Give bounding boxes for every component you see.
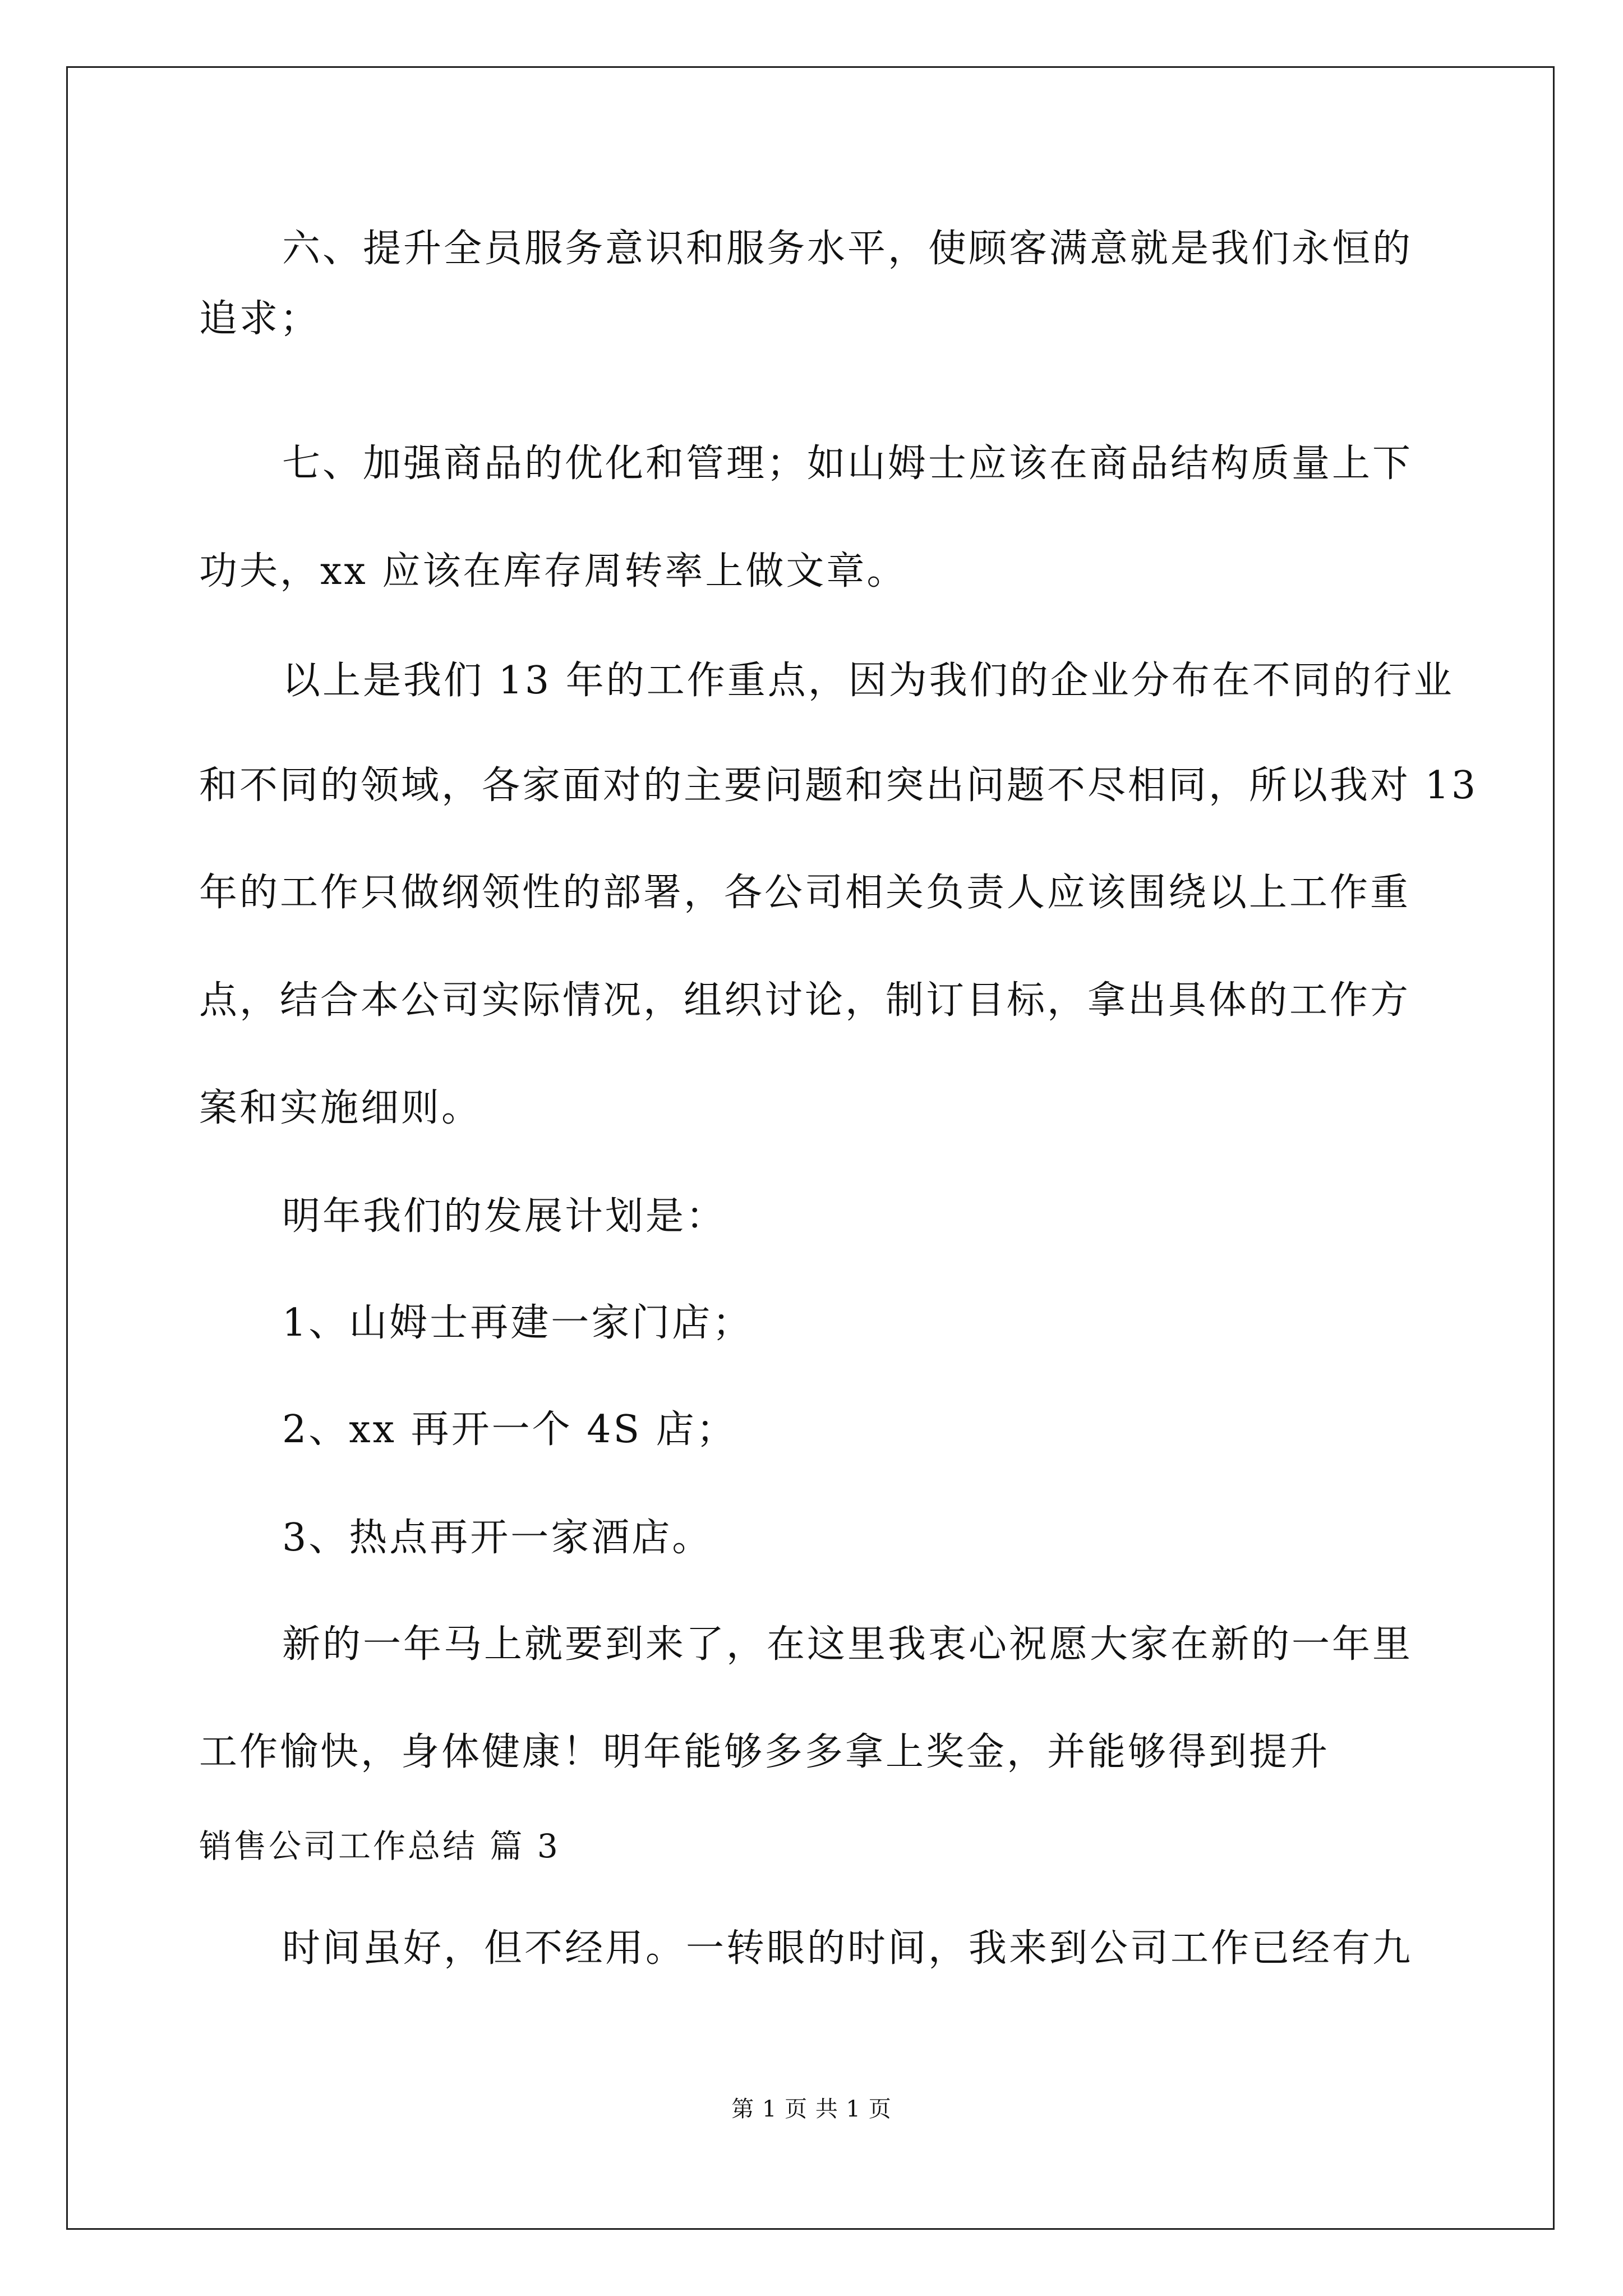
text-line: 年的工作只做纲领性的部署，各公司相关负责人应该围绕以上工作重 bbox=[199, 871, 1411, 915]
text-line: 追求； bbox=[199, 297, 321, 341]
text-line: 时间虽好，但不经用。一转眼的时间，我来到公司工作已经有九 bbox=[282, 1926, 1413, 1971]
text-line: 案和实施细则。 bbox=[199, 1086, 482, 1130]
text-line: 七、加强商品的优化和管理；如山姆士应该在商品结构质量上下 bbox=[282, 441, 1413, 486]
text-line: 以上是我们 13 年的工作重点，因为我们的企业分布在不同的行业 bbox=[282, 659, 1454, 703]
section-heading: 销售公司工作总结 篇 3 bbox=[199, 1827, 560, 1865]
text-line: 3、热点再开一家酒店。 bbox=[282, 1516, 713, 1560]
text-line: 明年我们的发展计划是： bbox=[282, 1194, 727, 1239]
text-line: 2、xx 再开一个 4S 店； bbox=[282, 1407, 737, 1452]
text-line: 工作愉快，身体健康！明年能够多多拿上奖金，并能够得到提升 bbox=[199, 1730, 1330, 1774]
text-line: 功夫，xx 应该在库存周转率上做文章。 bbox=[199, 549, 907, 593]
text-line: 六、提升全员服务意识和服务水平，使顾客满意就是我们永恒的 bbox=[282, 227, 1413, 271]
text-line: 点，结合本公司实际情况，组织讨论，制订目标，拿出具体的工作方 bbox=[199, 978, 1411, 1023]
text-line: 新的一年马上就要到来了，在这里我衷心祝愿大家在新的一年里 bbox=[282, 1622, 1413, 1667]
text-line: 1、山姆士再建一家门店； bbox=[282, 1301, 753, 1345]
page-border bbox=[66, 66, 1555, 2230]
text-line: 和不同的领域，各家面对的主要问题和突出问题不尽相同，所以我对 13 bbox=[199, 763, 1478, 808]
page-footer: 第 1 页 共 1 页 bbox=[731, 2096, 892, 2122]
